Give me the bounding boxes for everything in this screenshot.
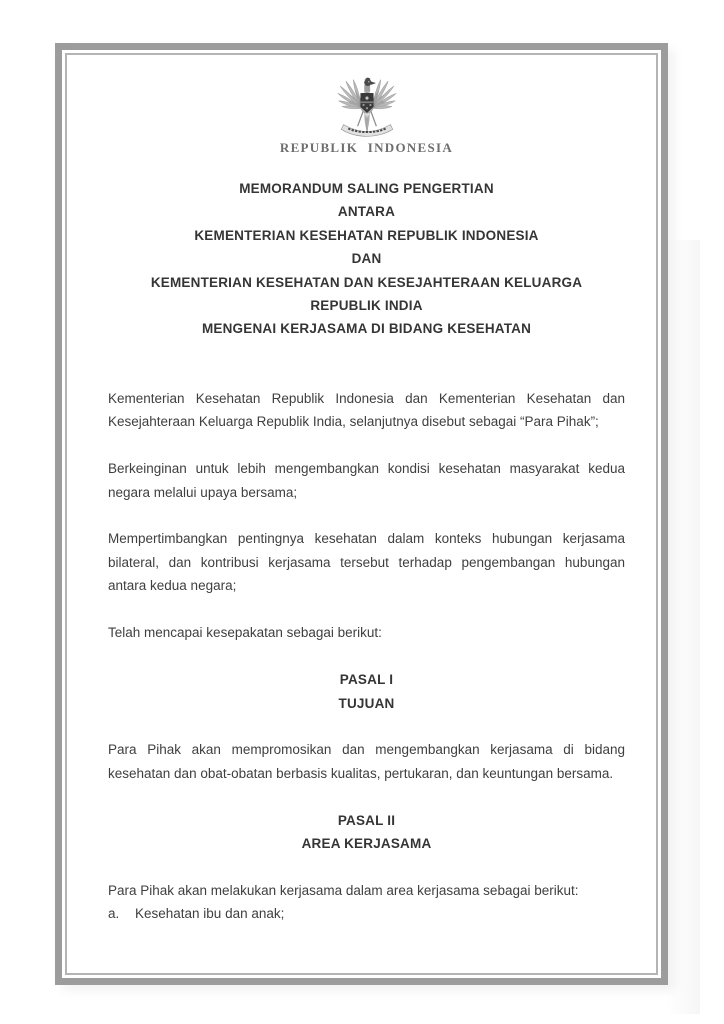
title-line: ANTARA (337, 204, 396, 220)
section-title: TUJUAN (338, 695, 395, 711)
document-content (67, 55, 656, 973)
page-border-frame (55, 43, 668, 985)
preamble-paragraph: Berkeinginan untuk lebih mengembangkan kondisi kesehatan masyarakat kedua negara melalui upaya bersama; (108, 461, 625, 500)
preamble-paragraph: Kementerian Kesehatan Republik Indonesia dan Kementerian Kesehatan dan Kesejahteraan Keluarga Republik India, selanjutnya disebut sebagai “Para Pihak”; (108, 390, 625, 430)
preamble-paragraph: Telah mencapai kesepakatan sebagai berikut: (108, 625, 382, 641)
section-paragraph: Para Pihak akan melakukan kerjasama dalam area kerjasama sebagai berikut: (108, 883, 579, 899)
title-line: REPUBLIK INDIA (310, 298, 423, 314)
list-item-label: a. (108, 906, 120, 922)
title-line: KEMENTERIAN KESEHATAN DAN KESEJAHTERAAN KELUARGA (150, 274, 583, 290)
title-line: MEMORANDUM SALING PENGERTIAN (239, 181, 494, 196)
section-number: PASAL I (339, 672, 394, 688)
emblem-caption: REPUBLIK INDONESIA (279, 140, 454, 155)
page-border-inner-line (65, 53, 658, 975)
section-heading-pasal-1 (108, 668, 625, 715)
section-title: AREA KERJASAMA (301, 836, 432, 852)
title-line: KEMENTERIAN KESEHATAN REPUBLIK INDONESIA (194, 227, 539, 243)
section-heading-pasal-2 (108, 809, 625, 856)
title-line: MENGENAI KERJASAMA DI BIDANG KESEHATAN (201, 321, 532, 337)
garuda-pancasila-emblem-icon (328, 66, 406, 138)
preamble-paragraph: Mempertimbangkan pentingnya kesehatan dalam konteks hubungan kerjasama bilateral, dan kontribusi kerjasama tersebut terhadap pengembangan hubungan antara kedua negara; (108, 531, 625, 594)
title-line: DAN (351, 251, 382, 267)
list-item (108, 902, 625, 925)
list-item-text: Kesehatan ibu dan anak; (135, 906, 285, 922)
head (364, 78, 376, 92)
tail-feathers (363, 113, 369, 134)
document-title (108, 177, 625, 341)
section-paragraph: Para Pihak akan mempromosikan dan mengembangkan kerjasama di bidang kesehatan dan obat-obatan berbasis kualitas, pertukaran, dan keuntungan bersama. (108, 742, 625, 781)
section-number: PASAL II (337, 812, 396, 828)
